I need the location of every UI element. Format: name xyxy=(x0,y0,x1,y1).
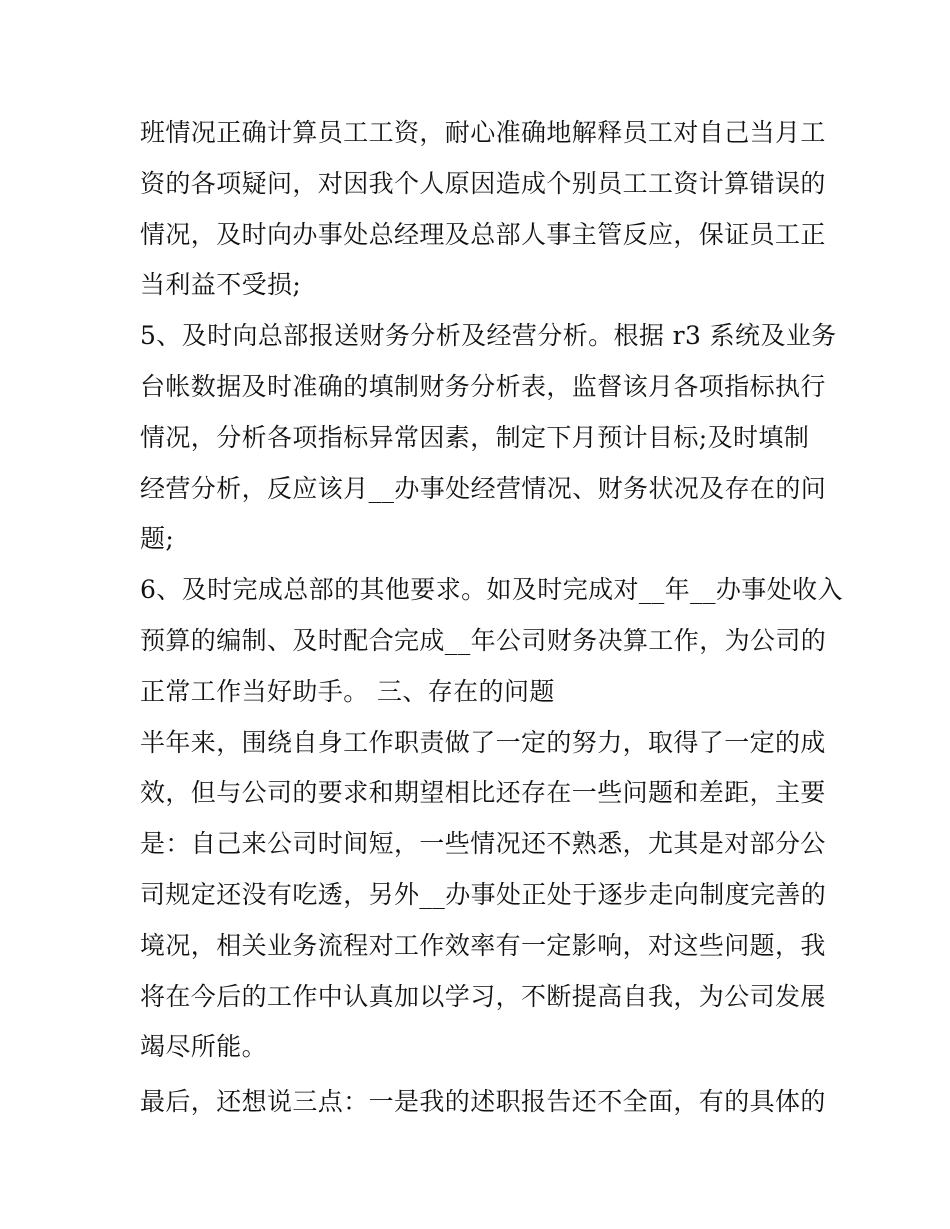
text-line: 境况，相关业务流程对工作效率有一定影响，对这些问题，我 xyxy=(140,930,826,960)
text-line: 台帐数据及时准确的填制财务分析表，监督该月各项指标执行 xyxy=(140,371,826,401)
document-body xyxy=(140,108,843,1128)
text-line: 竭尽所能。 xyxy=(140,1032,268,1062)
text-line: 题; xyxy=(140,524,175,554)
text-line: 资的各项疑问，对因我个人原因造成个别员工工资计算错误的 xyxy=(140,168,826,198)
text-line: 正常工作当好助手。 三、存在的问题 xyxy=(140,676,555,706)
text-line: 预算的编制、及时配合完成__年公司财务决算工作，为公司的 xyxy=(140,625,827,655)
text-line: 情况，分析各项指标异常因素，制定下月预计目标;及时填制 xyxy=(140,422,810,452)
text-line: 班情况正确计算员工工资，耐心准确地解释员工对自己当月工 xyxy=(140,118,826,147)
text-line: 半年来，围绕自身工作职责做了一定的努力，取得了一定的成 xyxy=(140,727,826,757)
text-line: 是：自己来公司时间短，一些情况还不熟悉，尤其是对部分公 xyxy=(140,829,826,859)
text-line: 最后，还想说三点：一是我的述职报告还不全面，有的具体的 xyxy=(140,1087,826,1117)
text-line: 当利益不受损; xyxy=(140,270,302,300)
text-line: 5、及时向总部报送财务分析及经营分析。根据 r3 系统及业务 xyxy=(140,321,837,351)
text-line: 将在今后的工作中认真加以学习，不断提高自我，为公司发展 xyxy=(140,981,826,1011)
text-line: 效，但与公司的要求和期望相比还存在一些问题和差距，主要 xyxy=(140,778,826,808)
text-line: 司规定还没有吃透，另外__办事处正处于逐步走向制度完善的 xyxy=(140,879,827,909)
text-line: 经营分析，反应该月__办事处经营情况、财务状况及存在的问 xyxy=(140,473,827,503)
text-line: 6、及时完成总部的其他要求。如及时完成对__年__办事处收入 xyxy=(140,575,843,605)
text-line: 情况，及时向办事处总经理及总部人事主管反应，保证员工正 xyxy=(140,219,826,249)
